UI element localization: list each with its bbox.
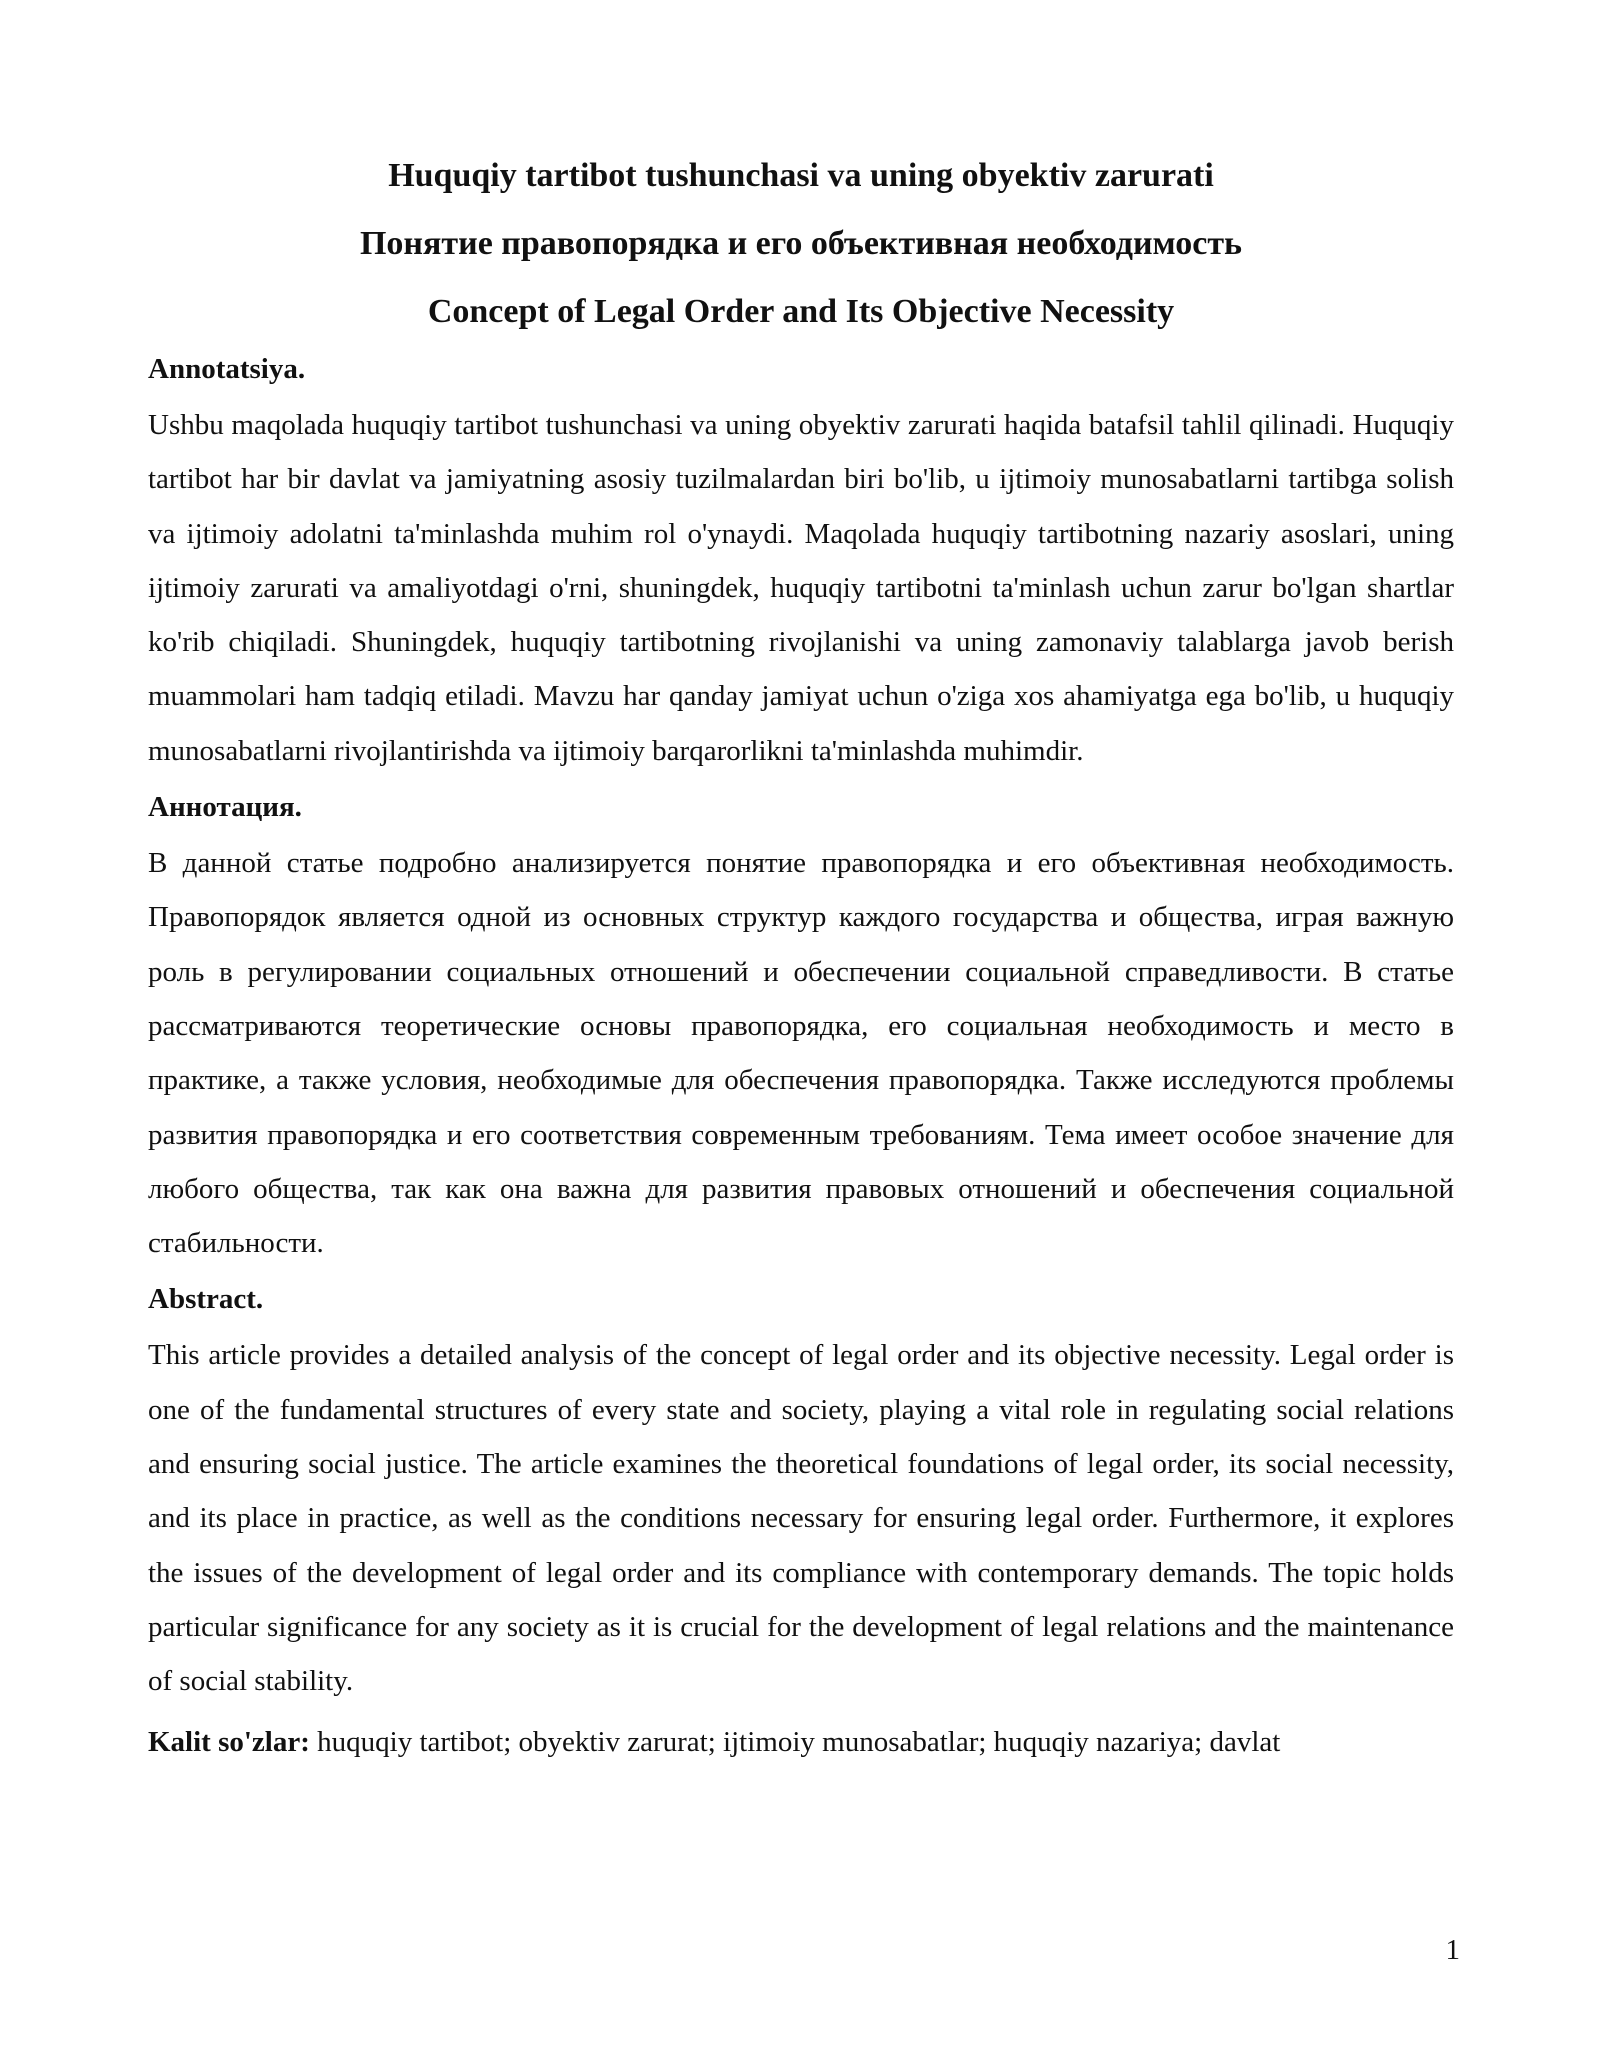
annotation-uzbek-text: Ushbu maqolada huquqiy tartibot tushunchasi va uning obyektiv zarurati haqida batafsil tahlil qilinadi. Huquqiy tartibot har bir davlat va jamiyatning asosiy tuzilmalardan biri bo'lib, u ijtimoiy munosabatlarni tartibga solish va ijtimoiy adolatni ta'minlashda muhim rol o'ynaydi. Maqolada huquqiy tartibotning nazariy asoslari, uning ijtimoiy zarurati va amaliyotdagi o'rni, shuningdek, huquqiy tartibotni ta'minlash uchun zarur bo'lgan shartlar ko'rib chiqiladi. Shuningdek, huquqiy tartibotning rivojlanishi va uning zamonaviy talablarga javob berish muammolari ham tadqiq etiladi. Mavzu har qanday jamiyat uchun o'ziga xos ahamiyatga ega bo'lib, u huquqiy munosabatlarni rivojlantirishda va ijtimoiy barqarorlikni ta'minlashda muhimdir. [148,409,1454,767]
keywords-label: Kalit so'zlar: [148,1725,310,1758]
abstract-english-heading: Abstract. [148,1283,264,1316]
annotation-russian-section [148,784,1454,1270]
title-uzbek: Huquqiy tartibot tushunchasi va uning obyektiv zarurati [388,157,1214,194]
annotation-uzbek-section [148,346,1454,778]
title-russian: Понятие правопорядка и его объективная необходимость [359,225,1243,262]
annotation-uzbek-heading: Annotatsiya. [148,353,306,385]
article-body [148,346,1454,1769]
abstract-english-section [148,1276,1454,1708]
annotation-russian-heading: Аннотация. [148,791,302,824]
title-english: Concept of Legal Order and Its Objective Necessity [427,293,1175,330]
abstract-english-text: This article provides a detailed analysis of the concept of legal order and its objective necessity. Legal order is one of the fundamental structures of every state and society, playing a vital role in regulating social relations and ensuring social justice. The article examines the theoretical foundations of legal order, its social necessity, and its place in practice, as well as the conditions necessary for ensuring legal order. Furthermore, it explores the issues of the development of legal order and its compliance with contemporary demands. The topic holds particular significance for any society as it is crucial for the development of legal relations and the maintenance of social stability. [148,1339,1454,1698]
title-block [148,142,1454,346]
annotation-russian-text: В данной статье подробно анализируется понятие правопорядка и его объективная необходимость. Правопорядок является одной из основных структур каждого государства и общества, играя важную роль в регулировании социальных отношений и обеспечении социальной справедливости. В статье рассматриваются теоретические основы правопорядка, его социальная необходимость и место в практике, а также условия, необходимые для обеспечения правопорядка. Также исследуются проблемы развития правопорядка и его соответствия современным требованиям. Тема имеет особое значение для любого общества, так как она важна для развития правовых отношений и обеспечения социальной стабильности. [148,847,1454,1260]
keywords-text: huquqiy tartibot; obyektiv zarurat; ijtimoiy munosabatlar; huquqiy nazariya; davlat [317,1725,1281,1758]
keywords-line [148,1715,1454,1769]
page-number: 1 [1445,1934,1460,1966]
